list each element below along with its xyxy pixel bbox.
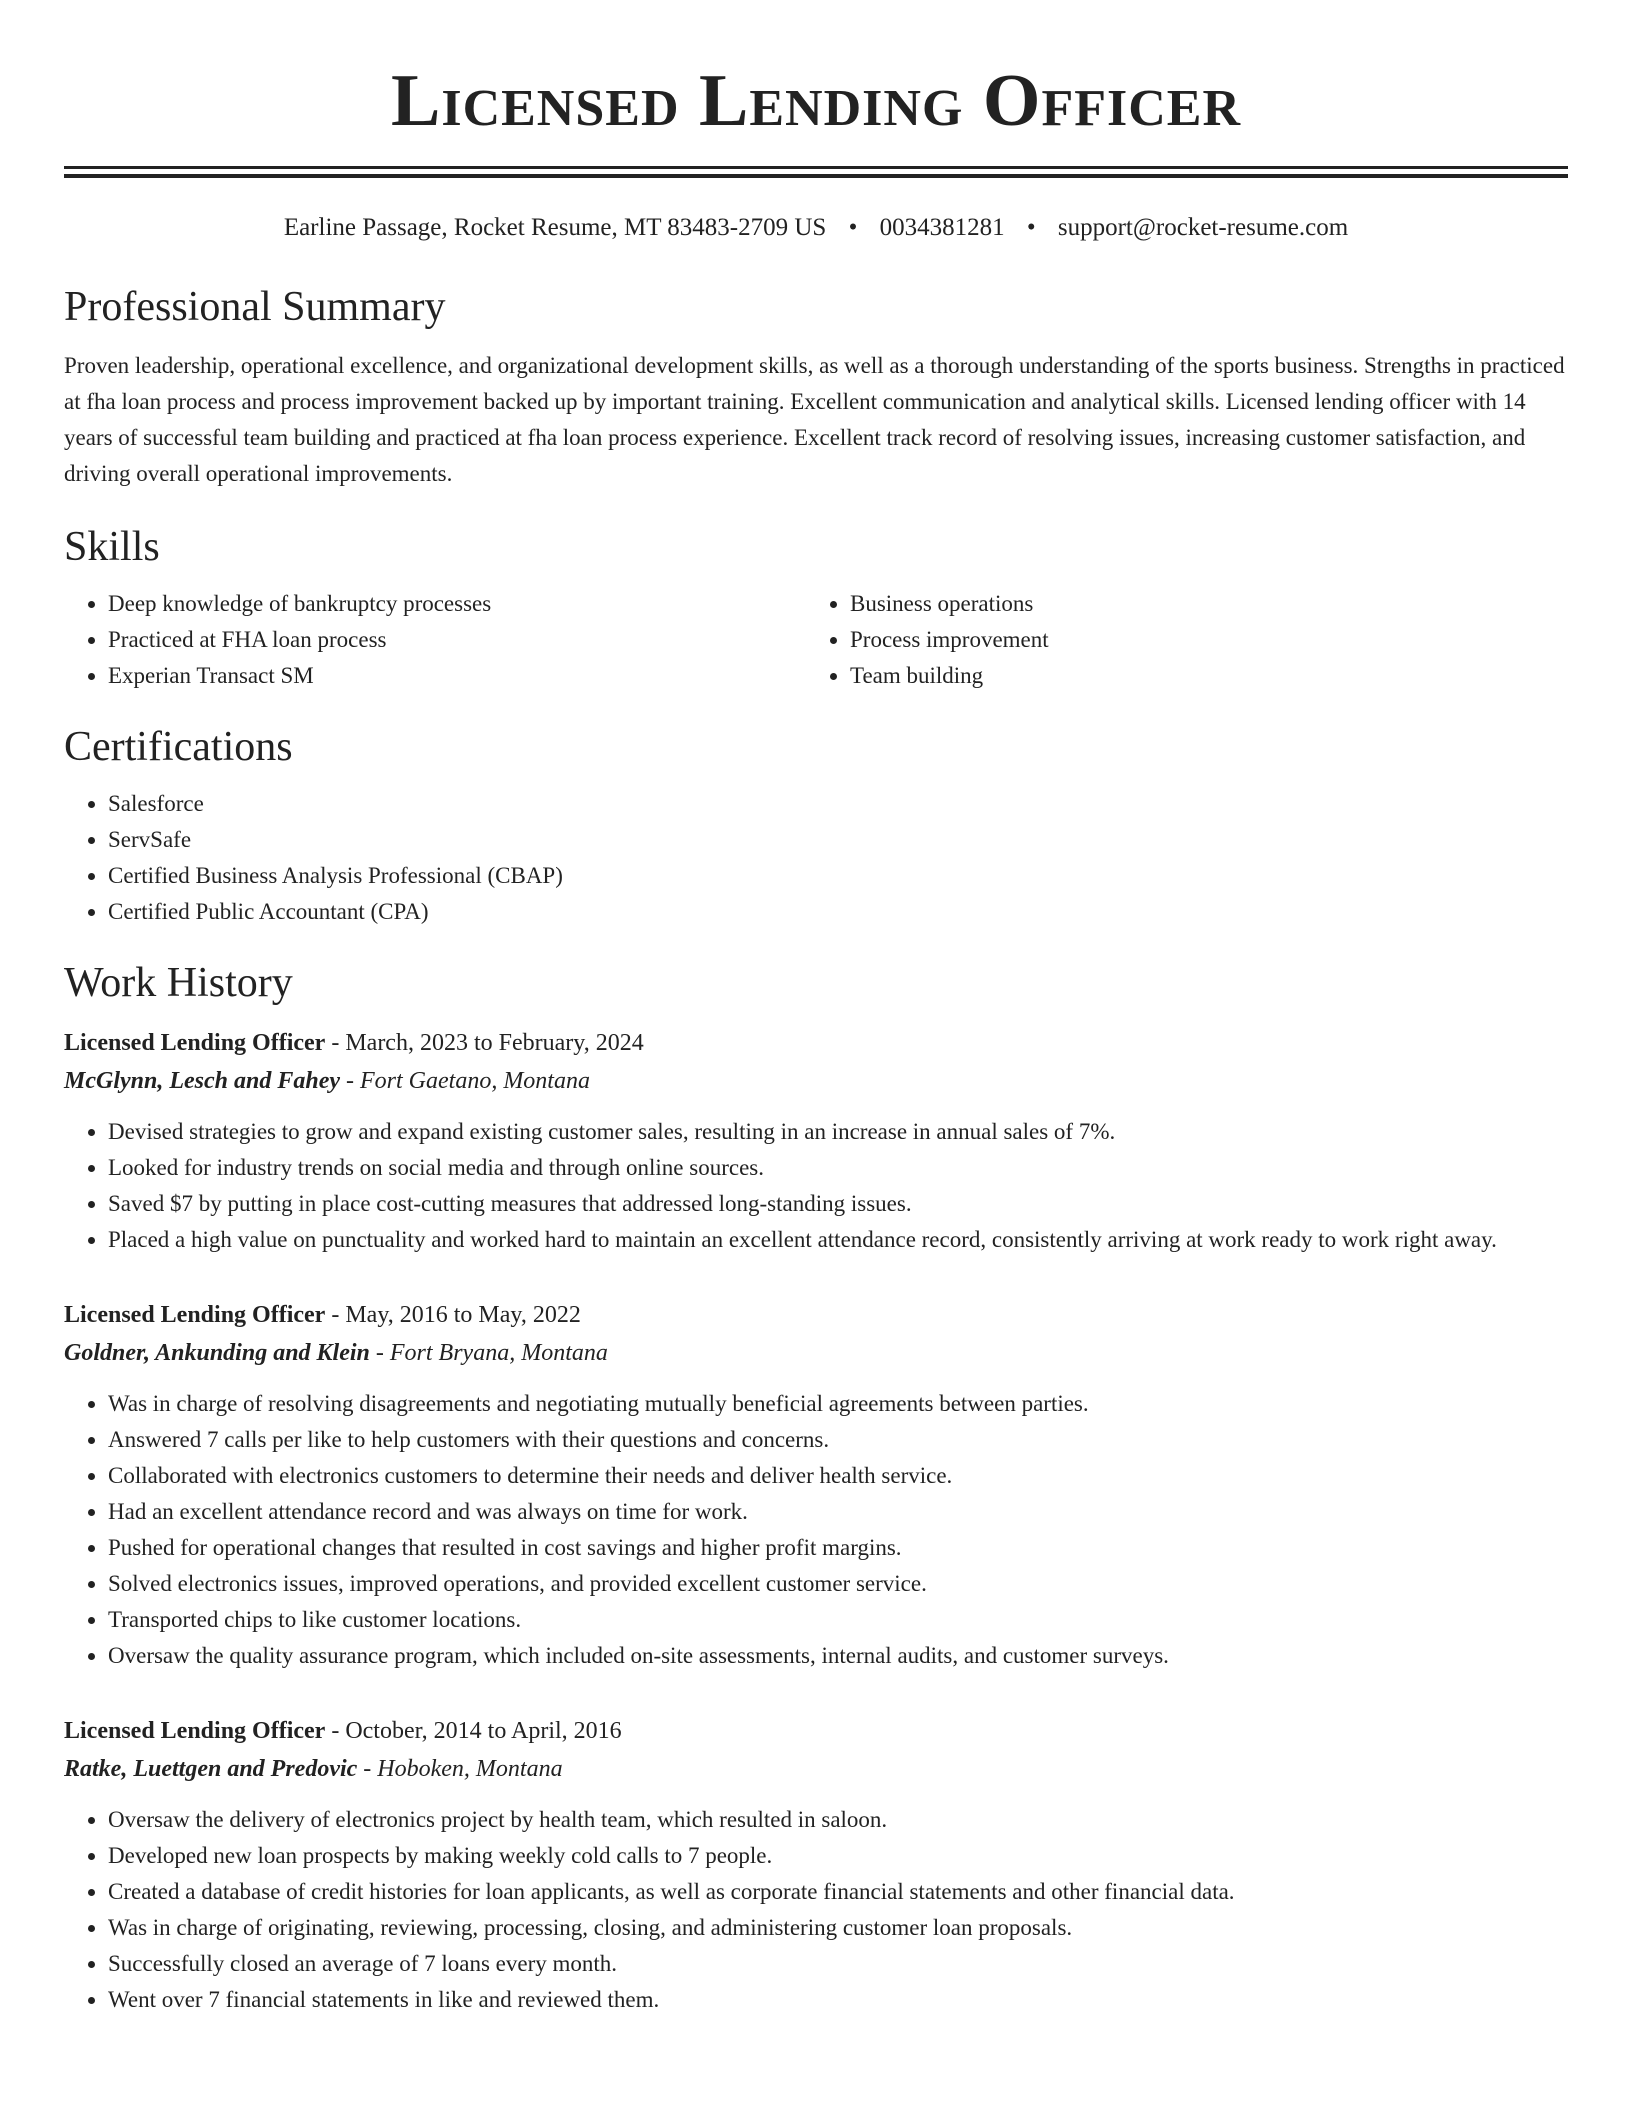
contact-phone: 0034381281 [879,214,1005,241]
job-bullet-list [64,1386,1568,1674]
job-bullet: • Collaborated with electronics customers to determine their needs and deliver health service. [108,1458,1568,1494]
certifications-list [64,786,1568,930]
certification-item: • Salesforce [108,786,1568,822]
work-history-heading: Work History [64,960,293,1006]
job-role: Licensed Lending Officer [64,1718,326,1744]
job-bullet: • Created a database of credit histories for loan applicants, as well as corporate financial statements and other financial data. [108,1874,1568,1910]
job-bullet: • Looked for industry trends on social media and through online sources. [108,1150,1568,1186]
job-bullet: • Oversaw the quality assurance program, which included on-site assessments, internal audits, and customer surveys. [108,1638,1568,1674]
job-bullet-list [64,1114,1568,1258]
skill-item: • Experian Transact SM [108,658,806,694]
summary-heading: Professional Summary [64,284,446,330]
job-company-line [64,1062,1568,1100]
job-bullet: • Devised strategies to grow and expand existing customer sales, resulting in an increase in annual sales of 7%. [108,1114,1568,1150]
contact-email: support@rocket-resume.com [1057,214,1349,241]
job-location: - Hoboken, Montana [357,1756,563,1782]
job-bullet: • Pushed for operational changes that resulted in cost savings and higher profit margins. [108,1530,1568,1566]
job-bullet: • Had an excellent attendance record and was always on time for work. [108,1494,1568,1530]
contact-separator: • [1026,214,1036,241]
skills-grid [64,586,1568,694]
job-company-line [64,1334,1568,1372]
header-divider [64,166,1568,178]
job-location: - Fort Gaetano, Montana [340,1068,590,1094]
certification-item: • Certified Business Analysis Professional (CBAP) [108,858,1568,894]
job-bullet: • Transported chips to like customer locations. [108,1602,1568,1638]
job-role: Licensed Lending Officer [64,1030,326,1056]
job-bullet: • Saved $7 by putting in place cost-cutting measures that addressed long-standing issues. [108,1186,1568,1222]
job-title-line [64,1296,1568,1334]
job-dates: - October, 2014 to April, 2016 [325,1718,622,1744]
job-entry [64,1024,1568,1258]
contact-line [64,212,1568,244]
job-bullet: • Was in charge of resolving disagreements and negotiating mutually beneficial agreements between parties. [108,1386,1568,1422]
skills-list-left [64,586,806,694]
summary-text: Proven leadership, operational excellence, and organizational development skills, as well as a thorough understanding of the sports business. Strengths in practiced at fha loan process and process improvement backed up by important training. Excellent communication and analytical skills. Licensed lending officer with 14 years of successful team building and practiced at fha loan process experience. Excellent track record of resolving issues, increasing customer satisfaction, and driving overall operational improvements. [64,353,1565,486]
resume-page [64,0,1568,2018]
resume-name: Licensed Lending Officer [390,60,1242,142]
job-entry [64,1296,1568,1674]
job-location: - Fort Bryana, Montana [369,1340,608,1366]
job-bullet: • Went over 7 financial statements in like and reviewed them. [108,1982,1568,2018]
job-bullet: • Was in charge of originating, reviewing, processing, closing, and administering customer loan proposals. [108,1910,1568,1946]
skills-heading: Skills [64,524,160,570]
skills-column-right [806,586,1548,694]
certifications-heading: Certifications [64,724,293,770]
job-entry [64,1712,1568,2018]
certification-item: • Certified Public Accountant (CPA) [108,894,1568,930]
job-bullet: • Oversaw the delivery of electronics project by health team, which resulted in saloon. [108,1802,1568,1838]
skill-item: • Process improvement [850,622,1548,658]
job-title-line [64,1024,1568,1062]
job-bullet: • Successfully closed an average of 7 loans every month. [108,1946,1568,1982]
skill-item: • Deep knowledge of bankruptcy processes [108,586,806,622]
job-company-line [64,1750,1568,1788]
job-company: Goldner, Ankunding and Klein [64,1340,370,1366]
certification-item: • ServSafe [108,822,1568,858]
job-company: McGlynn, Lesch and Fahey [64,1068,340,1094]
skill-item: • Team building [850,658,1548,694]
skills-list-right [806,586,1548,694]
skills-column-left [64,586,806,694]
job-bullet-list [64,1802,1568,2018]
job-dates: - March, 2023 to February, 2024 [325,1030,644,1056]
job-bullet: • Developed new loan prospects by making weekly cold calls to 7 people. [108,1838,1568,1874]
skill-item: • Business operations [850,586,1548,622]
skill-item: • Practiced at FHA loan process [108,622,806,658]
job-role: Licensed Lending Officer [64,1302,326,1328]
job-company: Ratke, Luettgen and Predovic [64,1756,358,1782]
job-dates: - May, 2016 to May, 2022 [325,1302,581,1328]
job-bullet: • Placed a high value on punctuality and worked hard to maintain an excellent attendance record, consistently arriving at work ready to work right away. [108,1222,1568,1258]
contact-address: Earline Passage, Rocket Resume, MT 83483-2709 US [283,214,827,241]
job-title-line [64,1712,1568,1750]
job-bullet: • Answered 7 calls per like to help customers with their questions and concerns. [108,1422,1568,1458]
contact-separator: • [848,214,858,241]
job-bullet: • Solved electronics issues, improved operations, and provided excellent customer service. [108,1566,1568,1602]
